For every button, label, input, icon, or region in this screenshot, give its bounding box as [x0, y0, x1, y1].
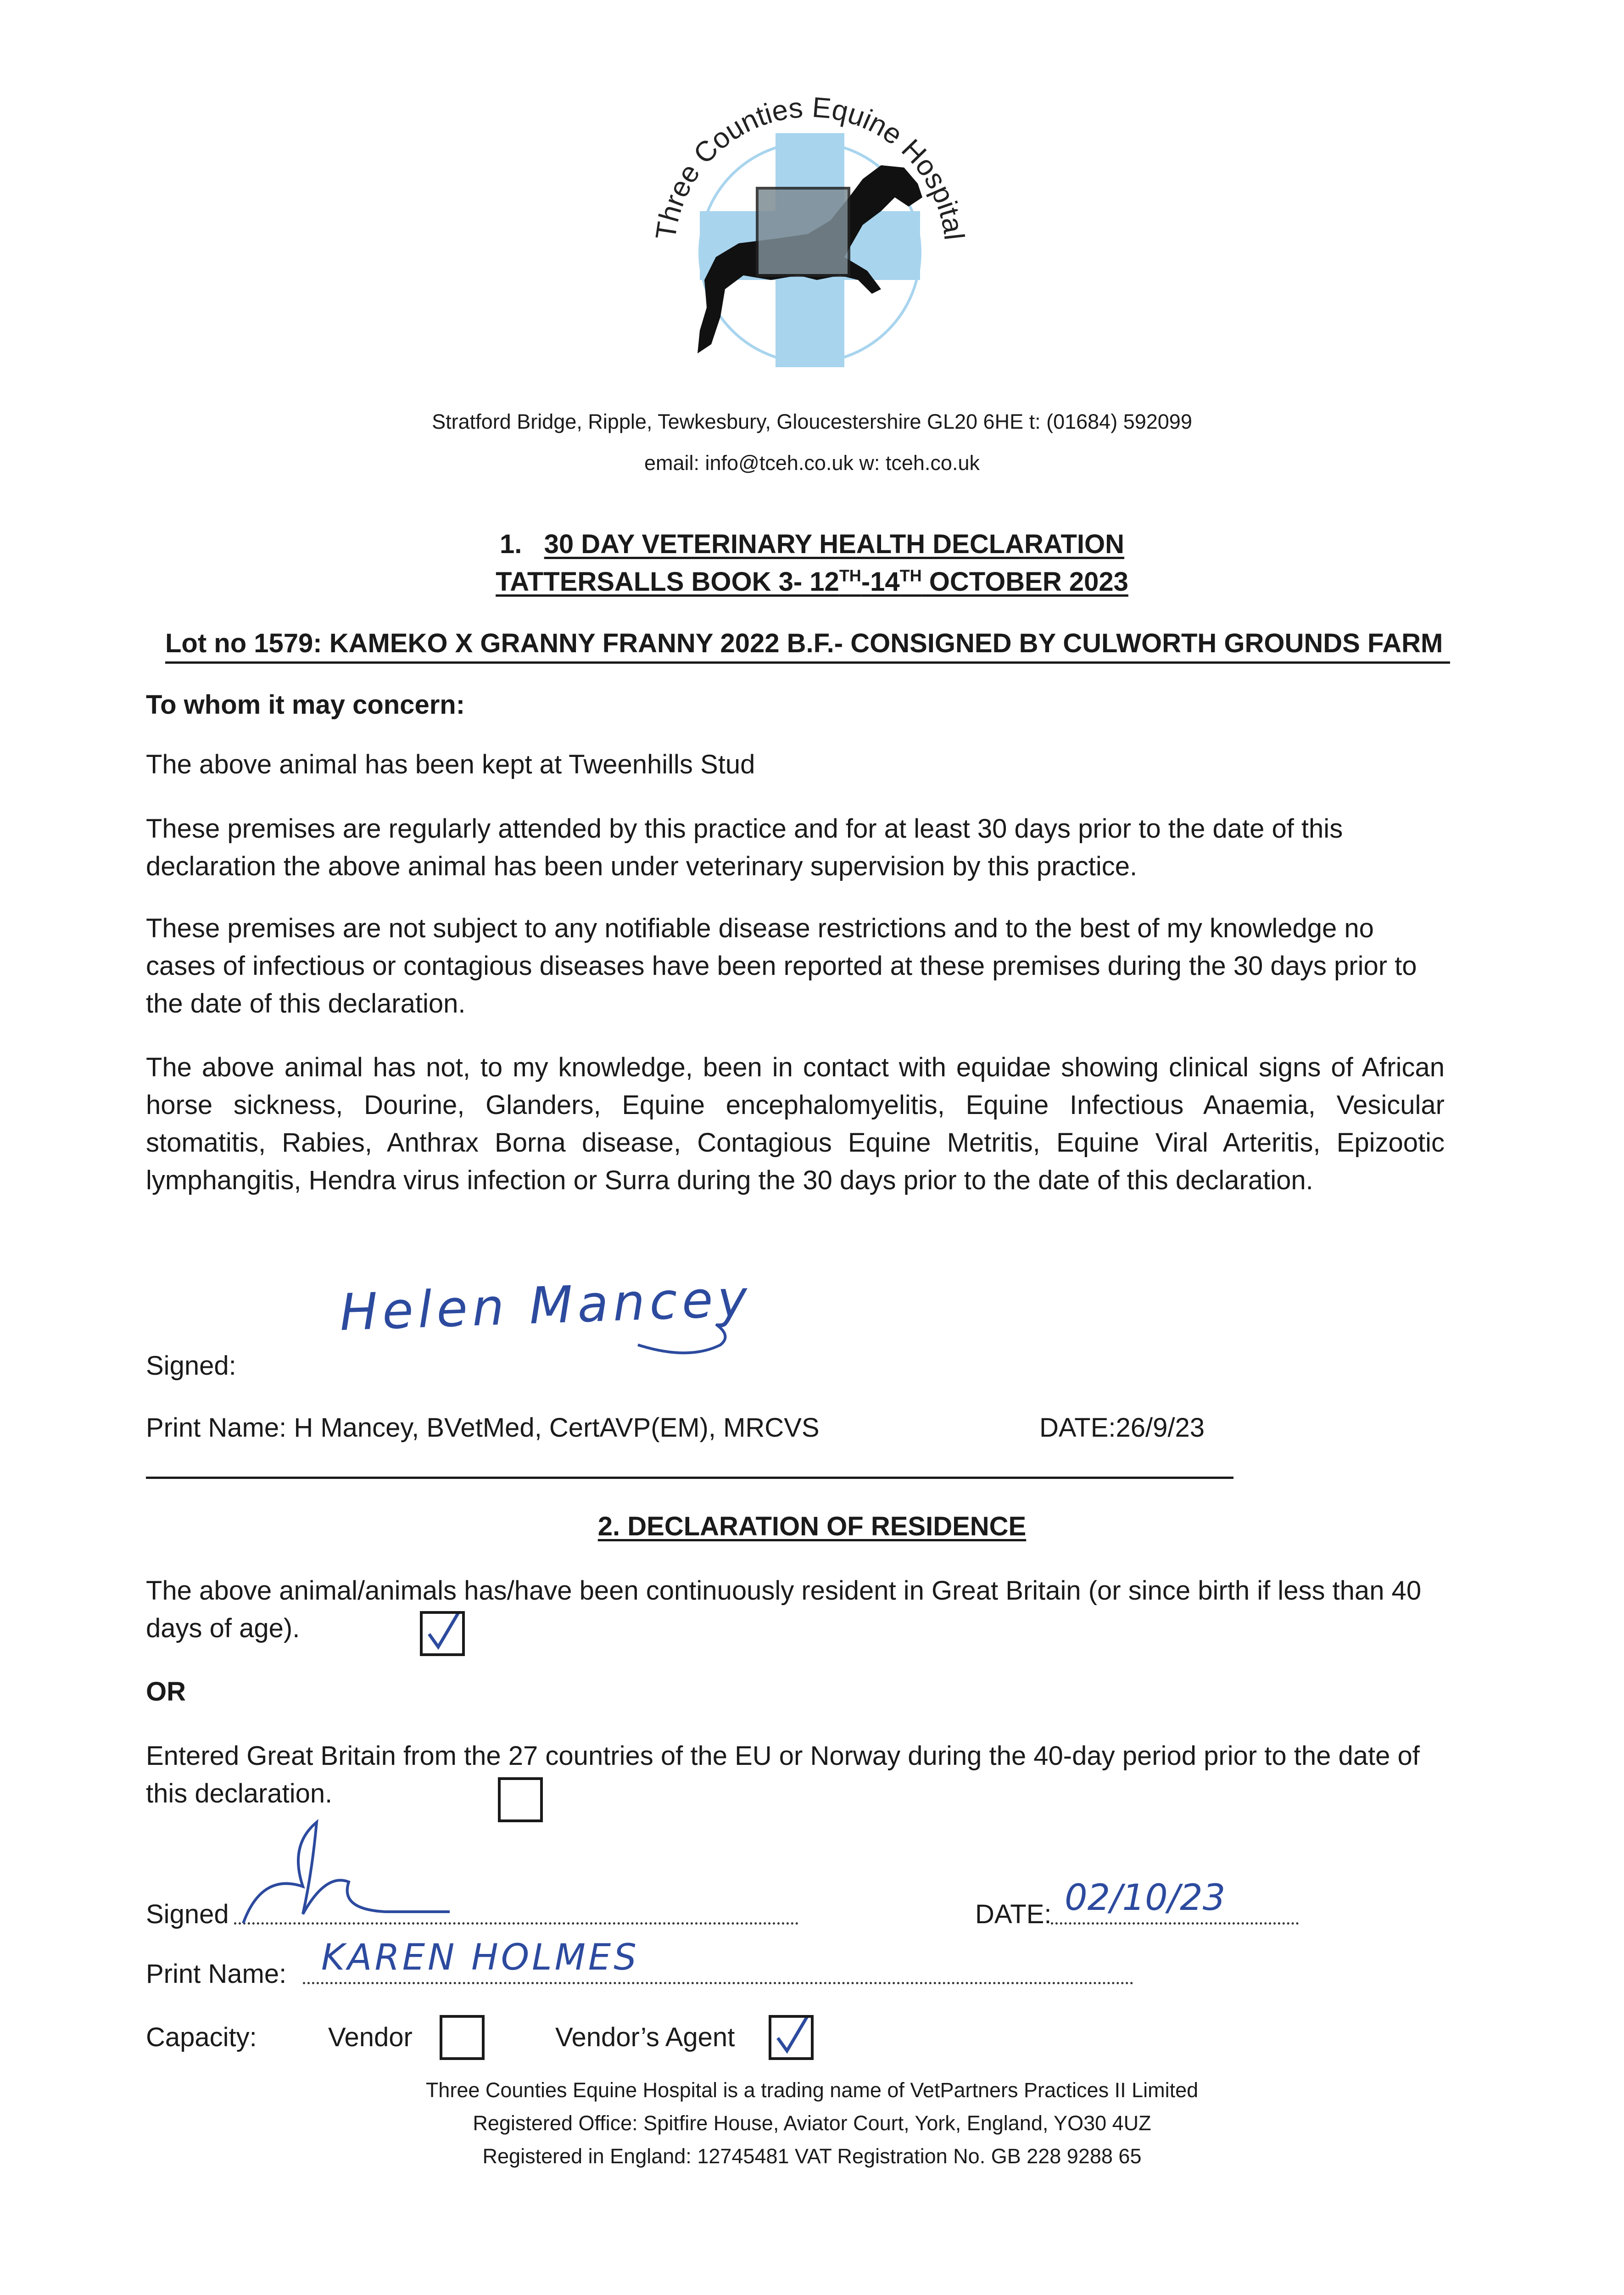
agent-signature-icon — [234, 1818, 463, 1928]
vendor-checkbox[interactable] — [440, 2015, 485, 2060]
vet-signed-label: Signed: — [146, 1351, 236, 1381]
footer-line-2: Registered Office: Spitfire House, Aviator Court, York, England, YO30 4UZ — [473, 2111, 1151, 2135]
or-label: OR — [146, 1677, 186, 1707]
vet-signature: Helen Mancey — [339, 1269, 753, 1342]
logo — [624, 60, 982, 372]
agent-date-line[interactable] — [1051, 1922, 1299, 1925]
address-line-1: Stratford Bridge, Ripple, Tewkesbury, Gloucestershire GL20 6HE t: (01684) 592099 — [432, 410, 1192, 433]
residence-option-1-text: The above animal/animals has/have been continuously resident in Great Britain (or since birth if less than 40 days of age). — [146, 1576, 1422, 1643]
paragraph-4: The above animal has not, to my knowledge, been in contact with equidae showing clinical signs of African horse sickness, Dourine, Glanders, Equine encephalomyelitis, Equine Infectious Anaemia, Vesicular stomatitis, Rabies, Anthrax Borna disease, Contagious Equine Metritis, Equine Viral Arteritis, Epizootic lymphangitis, Hendra virus infection or Surra during the 30 days prior to the date of this declaration. — [146, 1052, 1445, 1195]
section1-subtitle — [0, 563, 1624, 601]
paragraph-1: The above animal has been kept at Tweenhills Stud — [146, 750, 755, 779]
residence-option-2-text: Entered Great Britain from the 27 countries of the EU or Norway during the 40-day period prior to the date of this declaration. — [146, 1741, 1420, 1808]
address-line-2: email: info@tceh.co.uk w: tceh.co.uk — [644, 451, 980, 475]
agent-print-label: Print Name: — [146, 1959, 287, 1989]
agent-signed-label: Signed — [146, 1899, 229, 1929]
paragraph-3: These premises are not subject to any notifiable disease restrictions and to the best of my knowledge no cases of infectious or contagious diseases have been reported at these premises during the 30 days prior to the date of this declaration. — [146, 913, 1417, 1019]
footer-line-1: Three Counties Equine Hospital is a trading name of VetPartners Practices II Limited — [425, 2078, 1199, 2102]
vendor-agent-checkbox[interactable] — [769, 2015, 814, 2060]
section1-number: 1. — [499, 529, 522, 559]
section2-title-text: 2. DECLARATION OF RESIDENCE — [597, 1511, 1027, 1541]
section-divider — [146, 1477, 1233, 1479]
agent-date-value: 02/10/23 — [1065, 1877, 1226, 1919]
paragraph-2: These premises are regularly attended by this practice and for at least 30 days prior to the date of this declaration the above animal has been under veterinary supervision by this practice. — [146, 814, 1343, 881]
logo-text: Three Counties Equine Hospital — [650, 91, 970, 242]
footer-line-3: Registered in England: 12745481 VAT Registration No. GB 228 9288 65 — [482, 2144, 1142, 2168]
salutation: To whom it may concern: — [146, 690, 465, 720]
residence-option-1-checkbox[interactable] — [420, 1611, 465, 1656]
residence-option-2 — [146, 1737, 1454, 1813]
residence-option-2-checkbox[interactable] — [498, 1777, 543, 1822]
signature-flourish-icon — [633, 1317, 734, 1368]
check-mark-icon — [423, 1614, 462, 1653]
horse-cross-logo-icon — [624, 60, 982, 372]
section1-title-text: 30 DAY VETERINARY HEALTH DECLARATION — [544, 529, 1125, 559]
agent-print-value: KAREN HOLMES — [321, 1937, 639, 1978]
section1-title — [0, 526, 1624, 563]
lot-text: Lot no 1579: KAMEKO X GRANNY FRANNY 2022 B.F.- CONSIGNED BY CULWORTH GROUNDS FARM — [165, 628, 1443, 658]
agent-date-label: DATE: — [975, 1899, 1052, 1929]
vendor-label: Vendor — [328, 2022, 413, 2052]
capacity-label: Capacity: — [146, 2022, 257, 2052]
vet-print-name: Print Name: H Mancey, BVetMed, CertAVP(EM), MRCVS — [146, 1413, 820, 1443]
section1-subtitle-text: TATTERSALLS BOOK 3- 12TH-14TH OCTOBER 2023 — [496, 566, 1128, 597]
section2-title — [0, 1508, 1624, 1545]
check-mark-icon — [771, 2018, 811, 2057]
vendor-agent-label: Vendor’s Agent — [555, 2022, 735, 2052]
residence-option-1 — [146, 1572, 1422, 1647]
lot-line — [165, 626, 1450, 664]
vet-date: DATE:26/9/23 — [1039, 1413, 1205, 1443]
agent-print-line[interactable] — [303, 1982, 1133, 1984]
